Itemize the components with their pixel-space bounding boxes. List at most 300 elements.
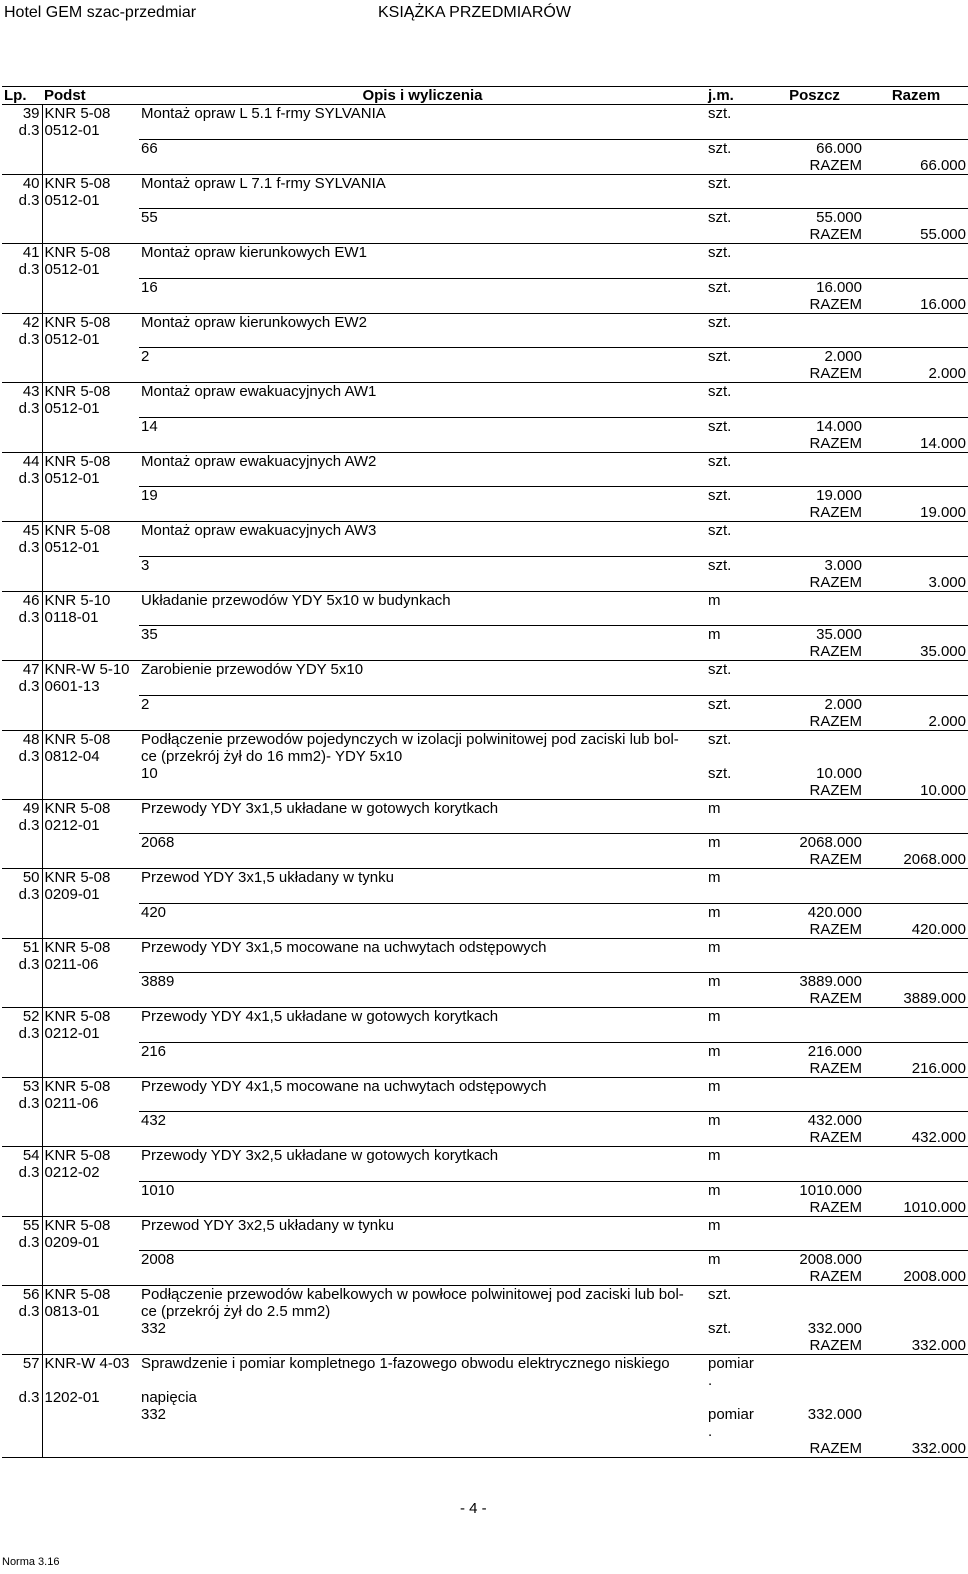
empty-cell: [2, 851, 42, 869]
quantity-expression: 3889: [139, 973, 706, 991]
item-number: 56: [2, 1286, 42, 1304]
item-number: 45: [2, 522, 42, 540]
item-number: 46: [2, 591, 42, 609]
table-row: [2, 938, 968, 956]
table-row: [2, 1234, 968, 1251]
item-number: 51: [2, 938, 42, 956]
item-prefix: d.3: [2, 678, 42, 695]
item-code: KNR 5-08: [44, 174, 111, 192]
table-row: [2, 661, 968, 679]
item-description-cont: [139, 817, 706, 834]
total-value: 55.000: [864, 226, 968, 244]
total-label: RAZEM: [765, 990, 864, 1008]
item-prefix: d.3: [2, 1234, 42, 1251]
empty-cell: [864, 748, 968, 765]
empty-cell: [706, 157, 765, 175]
table-row: [2, 539, 968, 556]
empty-cell: [765, 1025, 864, 1042]
quantity-row-cont: [2, 1423, 968, 1440]
empty-cell: [864, 139, 968, 157]
empty-cell: [42, 1440, 139, 1458]
item-number: 40: [2, 174, 42, 192]
empty-cell: [864, 1164, 968, 1181]
total-value: 432.000: [864, 1129, 968, 1147]
empty-cell: [139, 1440, 706, 1458]
empty-cell: [864, 1423, 968, 1440]
item-unit: [706, 1008, 765, 1026]
empty-cell: [706, 1389, 765, 1406]
table-header-row: [2, 87, 968, 105]
empty-cell: [706, 1060, 765, 1078]
item-unit: [706, 661, 765, 679]
quantity-value: 55.000: [765, 209, 864, 227]
quantity-value: 332.000: [807, 1320, 862, 1337]
item-description-cont: [139, 539, 706, 556]
empty-cell: [139, 435, 706, 453]
total-value: 14.000: [864, 435, 968, 453]
quantity-expression: 35: [139, 626, 706, 644]
table-row: [2, 1286, 968, 1304]
total-value: 35.000: [864, 643, 968, 661]
empty-cell: [2, 903, 42, 921]
quantity-row: [2, 1112, 968, 1130]
page-number: - 4 -: [460, 1500, 487, 1517]
quantity-value: 10.000: [816, 764, 862, 782]
empty-cell: [706, 1440, 765, 1458]
empty-cell: [139, 1423, 706, 1440]
empty-cell: [2, 1129, 42, 1147]
empty-cell: [2, 574, 42, 592]
item-unit: [706, 938, 765, 956]
total-value: 66.000: [864, 157, 968, 175]
quantity-expression: 2008: [139, 1251, 706, 1269]
item-code-detail: 0212-01: [44, 816, 100, 834]
quantity-unit: szt.: [706, 556, 765, 574]
quantity-row: [2, 1320, 968, 1337]
item-description: Montaż opraw L 5.1 f-rmy SYLVANIA: [141, 105, 386, 122]
quantity-row: [2, 1406, 968, 1423]
table-row: [2, 313, 968, 331]
quantity-unit: szt.: [708, 764, 732, 782]
empty-cell: [706, 1199, 765, 1217]
empty-cell: [706, 435, 765, 453]
empty-cell: [2, 713, 42, 731]
empty-cell: [139, 365, 706, 383]
item-code: KNR 5-08: [44, 1216, 111, 1234]
item-description: Montaż opraw kierunkowych EW2: [141, 313, 367, 331]
empty-cell: [139, 574, 706, 592]
table-row: [2, 452, 968, 470]
total-row: [2, 782, 968, 800]
empty-cell: [139, 226, 706, 244]
table-row: [2, 192, 968, 209]
total-label: RAZEM: [765, 504, 864, 522]
empty-cell: [706, 886, 765, 903]
empty-cell: [42, 990, 139, 1008]
quantity-expression: 3: [139, 556, 706, 574]
empty-cell: [765, 539, 864, 556]
unit-text: m: [708, 1077, 721, 1095]
empty-cell: [864, 1042, 968, 1060]
quantity-value: 2.000: [765, 348, 864, 366]
empty-cell: [864, 452, 968, 470]
empty-cell: [2, 1423, 42, 1440]
quantity-value: 216.000: [765, 1042, 864, 1060]
empty-cell: [864, 1406, 968, 1423]
empty-cell: [765, 591, 864, 609]
item-code-detail: 0512-01: [44, 261, 100, 278]
item-unit: [706, 1355, 765, 1390]
item-number: 39: [2, 105, 42, 123]
quantity-unit: pomiar: [708, 1406, 754, 1423]
total-row: [2, 921, 968, 939]
unit-text-cont: .: [708, 1372, 713, 1389]
empty-cell: [2, 226, 42, 244]
quantity-unit: m: [706, 1112, 765, 1130]
empty-cell: [864, 695, 968, 713]
item-prefix: d.3: [2, 748, 42, 765]
empty-cell: [864, 487, 968, 505]
item-prefix: d.3: [2, 886, 42, 903]
empty-cell: [765, 1234, 864, 1251]
empty-cell: [139, 157, 706, 175]
empty-cell: [864, 539, 968, 556]
empty-cell: [765, 609, 864, 626]
unit-text: szt.: [708, 522, 732, 539]
estimate-table: [2, 86, 968, 1458]
total-row: [2, 296, 968, 314]
empty-cell: [706, 609, 765, 626]
quantity-expression: 16: [139, 278, 706, 296]
item-description-cont: ce (przekrój żył do 2.5 mm2): [141, 1303, 331, 1320]
empty-cell: [864, 730, 968, 748]
quantity-value: 420.000: [765, 903, 864, 921]
item-unit: [706, 1077, 765, 1095]
quantity-expression: 19: [139, 487, 706, 505]
empty-cell: [864, 1181, 968, 1199]
quantity-value: 16.000: [765, 278, 864, 296]
table-row: [2, 609, 968, 626]
total-row: [2, 365, 968, 383]
empty-cell: [42, 1268, 139, 1286]
quantity-row: [2, 903, 968, 921]
total-label: RAZEM: [765, 226, 864, 244]
item-description: Montaż opraw kierunkowych EW1: [141, 244, 367, 261]
empty-cell: [864, 192, 968, 209]
empty-cell: [864, 1095, 968, 1112]
item-code: KNR 5-08: [44, 1286, 111, 1303]
empty-cell: [706, 1337, 765, 1355]
item-prefix: d.3: [2, 609, 42, 626]
item-description-cont: [139, 400, 706, 417]
total-value: 2.000: [864, 365, 968, 383]
quantity-row: [2, 209, 968, 227]
item-description: Przewody YDY 4x1,5 układane w gotowych korytkach: [141, 1008, 499, 1025]
unit-text: m: [708, 869, 721, 886]
item-unit: [706, 383, 765, 401]
quantity-unit: szt.: [706, 348, 765, 366]
item-code: KNR 5-08: [44, 313, 111, 331]
empty-cell: [42, 695, 139, 713]
table-row: [2, 400, 968, 417]
item-prefix: d.3: [2, 956, 42, 973]
empty-cell: [2, 209, 42, 227]
item-number: 53: [2, 1077, 42, 1095]
table-row: [2, 261, 968, 278]
empty-cell: [2, 556, 42, 574]
item-description-cont: ce (przekrój żył do 16 mm2)- YDY 5x10: [141, 747, 403, 765]
empty-cell: [2, 1199, 42, 1217]
total-label: RAZEM: [765, 1199, 864, 1217]
empty-cell: [42, 1060, 139, 1078]
empty-cell: [139, 1199, 706, 1217]
empty-cell: [2, 1181, 42, 1199]
empty-cell: [706, 817, 765, 834]
item-description-cont: [139, 1095, 706, 1112]
item-description: Podłączenie przewodów pojedynczych w izolacji polwinitowej pod zaciski lub bol-: [141, 730, 679, 748]
empty-cell: [765, 730, 864, 748]
item-code-detail: 0211-06: [44, 955, 99, 973]
total-label: RAZEM: [765, 921, 864, 939]
total-row: [2, 1268, 968, 1286]
empty-cell: [42, 973, 139, 991]
total-value: 420.000: [864, 921, 968, 939]
item-prefix: d.3: [2, 1303, 42, 1320]
item-description-cont: [139, 470, 706, 487]
quantity-expression: 14: [139, 417, 706, 435]
item-prefix: d.3: [2, 539, 42, 556]
empty-cell: [42, 626, 139, 644]
quantity-unit: szt.: [708, 1320, 732, 1337]
item-code: KNR 5-08: [44, 1147, 111, 1164]
empty-cell: [765, 261, 864, 278]
quantity-unit: m: [706, 1181, 765, 1199]
item-description: Montaż opraw L 7.1 f-rmy SYLVANIA: [141, 174, 386, 192]
unit-text: szt.: [708, 452, 732, 470]
empty-cell: [765, 1303, 864, 1320]
unit-text: szt.: [708, 105, 732, 122]
item-description: Podłączenie przewodów kabelkowych w powłoce polwinitowej pod zaciski lub bol-: [141, 1286, 684, 1303]
empty-cell: [42, 921, 139, 939]
empty-cell: [864, 313, 968, 331]
item-code: KNR 5-08: [44, 730, 111, 748]
empty-cell: [765, 817, 864, 834]
item-prefix: d.3: [2, 400, 42, 417]
total-label: RAZEM: [765, 1129, 864, 1147]
empty-cell: [2, 417, 42, 435]
item-prefix: d.3: [2, 122, 42, 139]
empty-cell: [706, 470, 765, 487]
empty-cell: [139, 921, 706, 939]
empty-cell: [2, 765, 42, 782]
quantity-row: [2, 834, 968, 852]
quantity-unit-cont: .: [708, 1423, 713, 1440]
table-row: [2, 1389, 968, 1406]
unit-text: pomiar: [708, 1355, 754, 1372]
item-description: Przewody YDY 3x2,5 układane w gotowych korytkach: [141, 1147, 499, 1164]
empty-cell: [42, 1129, 139, 1147]
quantity-row: [2, 139, 968, 157]
unit-text: szt.: [708, 244, 732, 261]
table-row: [2, 817, 968, 834]
table-row: [2, 1025, 968, 1042]
quantity-unit: szt.: [706, 487, 765, 505]
empty-cell: [42, 765, 139, 782]
empty-cell: [864, 1025, 968, 1042]
empty-cell: [706, 713, 765, 731]
empty-cell: [765, 1216, 864, 1234]
empty-cell: [706, 331, 765, 348]
quantity-unit: szt.: [706, 209, 765, 227]
empty-cell: [864, 1077, 968, 1095]
empty-cell: [765, 313, 864, 331]
quantity-value: 66.000: [765, 139, 864, 157]
empty-cell: [765, 661, 864, 679]
item-code-detail: 0209-01: [44, 886, 100, 903]
empty-cell: [864, 765, 968, 782]
empty-cell: [864, 400, 968, 417]
empty-cell: [765, 192, 864, 209]
empty-cell: [42, 504, 139, 522]
total-label: RAZEM: [765, 574, 864, 592]
item-description: Przewody YDY 3x1,5 układane w gotowych korytkach: [141, 799, 499, 817]
item-unit: [706, 1147, 765, 1165]
unit-text: m: [708, 1008, 721, 1025]
item-number: 57: [2, 1355, 42, 1390]
empty-cell: [2, 296, 42, 314]
table-row: [2, 956, 968, 973]
empty-cell: [864, 122, 968, 139]
total-label: RAZEM: [765, 157, 864, 175]
empty-cell: [706, 990, 765, 1008]
empty-cell: [864, 609, 968, 626]
item-code-detail: 0211-06: [44, 1094, 99, 1112]
item-description-cont: [139, 956, 706, 973]
empty-cell: [42, 226, 139, 244]
table-row: [2, 748, 968, 765]
item-description: Sprawdzenie i pomiar kompletnego 1-fazowego obwodu elektrycznego niskiego: [141, 1355, 670, 1372]
quantity-expression: 66: [139, 139, 706, 157]
unit-text: szt.: [708, 174, 732, 192]
empty-cell: [706, 504, 765, 522]
total-row: [2, 851, 968, 869]
empty-cell: [42, 1406, 139, 1423]
empty-cell: [42, 1199, 139, 1217]
empty-cell: [765, 748, 864, 765]
unit-text: m: [708, 1216, 721, 1234]
quantity-unit: szt.: [706, 139, 765, 157]
empty-cell: [706, 539, 765, 556]
empty-cell: [2, 157, 42, 175]
empty-cell: [2, 1112, 42, 1130]
item-code: KNR 5-08: [44, 452, 111, 470]
total-value: 2068.000: [864, 851, 968, 869]
empty-cell: [42, 1181, 139, 1199]
table-row: [2, 105, 968, 123]
total-label: RAZEM: [765, 1440, 864, 1458]
table-row: [2, 799, 968, 817]
empty-cell: [42, 348, 139, 366]
empty-cell: [2, 1406, 42, 1423]
quantity-unit: m: [706, 973, 765, 991]
empty-cell: [864, 1234, 968, 1251]
empty-cell: [139, 713, 706, 731]
item-code-detail: 0512-01: [44, 330, 100, 348]
empty-cell: [864, 1112, 968, 1130]
quantity-value: 1010.000: [765, 1181, 864, 1199]
empty-cell: [2, 834, 42, 852]
item-code-detail: 0813-01: [44, 1303, 100, 1320]
total-value: 216.000: [864, 1060, 968, 1078]
total-row: [2, 1129, 968, 1147]
empty-cell: [2, 1060, 42, 1078]
empty-cell: [139, 990, 706, 1008]
item-description-cont: napięcia: [141, 1389, 197, 1406]
empty-cell: [765, 886, 864, 903]
total-row: [2, 1060, 968, 1078]
quantity-row: [2, 487, 968, 505]
empty-cell: [864, 417, 968, 435]
empty-cell: [706, 192, 765, 209]
item-description: Przewod YDY 3x1,5 układany w tynku: [141, 869, 394, 886]
quantity-value: 2.000: [765, 695, 864, 713]
quantity-expression: 2068: [139, 834, 706, 852]
quantity-expression: 432: [139, 1112, 706, 1130]
item-number: 48: [2, 730, 42, 748]
item-prefix: d.3: [2, 1164, 42, 1181]
empty-cell: [2, 348, 42, 366]
total-row: [2, 643, 968, 661]
empty-cell: [864, 626, 968, 644]
item-code: KNR 5-08: [44, 799, 111, 817]
item-code-detail: 0212-01: [44, 1025, 100, 1042]
item-prefix: d.3: [2, 331, 42, 348]
item-number: 54: [2, 1147, 42, 1165]
quantity-row: [2, 765, 968, 782]
empty-cell: [706, 1234, 765, 1251]
empty-cell: [864, 209, 968, 227]
empty-cell: [864, 331, 968, 348]
table-row: [2, 122, 968, 139]
item-prefix: d.3: [2, 261, 42, 278]
unit-text: szt.: [708, 661, 732, 678]
empty-cell: [42, 1337, 139, 1355]
item-unit: [706, 174, 765, 192]
empty-cell: [706, 1095, 765, 1112]
item-code-detail: 1202-01: [44, 1389, 100, 1406]
total-label: RAZEM: [765, 782, 864, 800]
empty-cell: [42, 1042, 139, 1060]
empty-cell: [42, 1320, 139, 1337]
empty-cell: [765, 938, 864, 956]
empty-cell: [864, 591, 968, 609]
table-row: [2, 886, 968, 903]
quantity-value: 19.000: [765, 487, 864, 505]
item-number: 47: [2, 661, 42, 679]
empty-cell: [42, 487, 139, 505]
quantity-unit: szt.: [706, 278, 765, 296]
col-header-lp: Lp.: [2, 87, 42, 105]
empty-cell: [139, 782, 706, 800]
empty-cell: [2, 435, 42, 453]
empty-cell: [42, 435, 139, 453]
total-value: 1010.000: [864, 1199, 968, 1217]
item-unit: [706, 244, 765, 262]
empty-cell: [42, 834, 139, 852]
table-row: [2, 383, 968, 401]
item-unit: [706, 730, 765, 748]
empty-cell: [864, 973, 968, 991]
